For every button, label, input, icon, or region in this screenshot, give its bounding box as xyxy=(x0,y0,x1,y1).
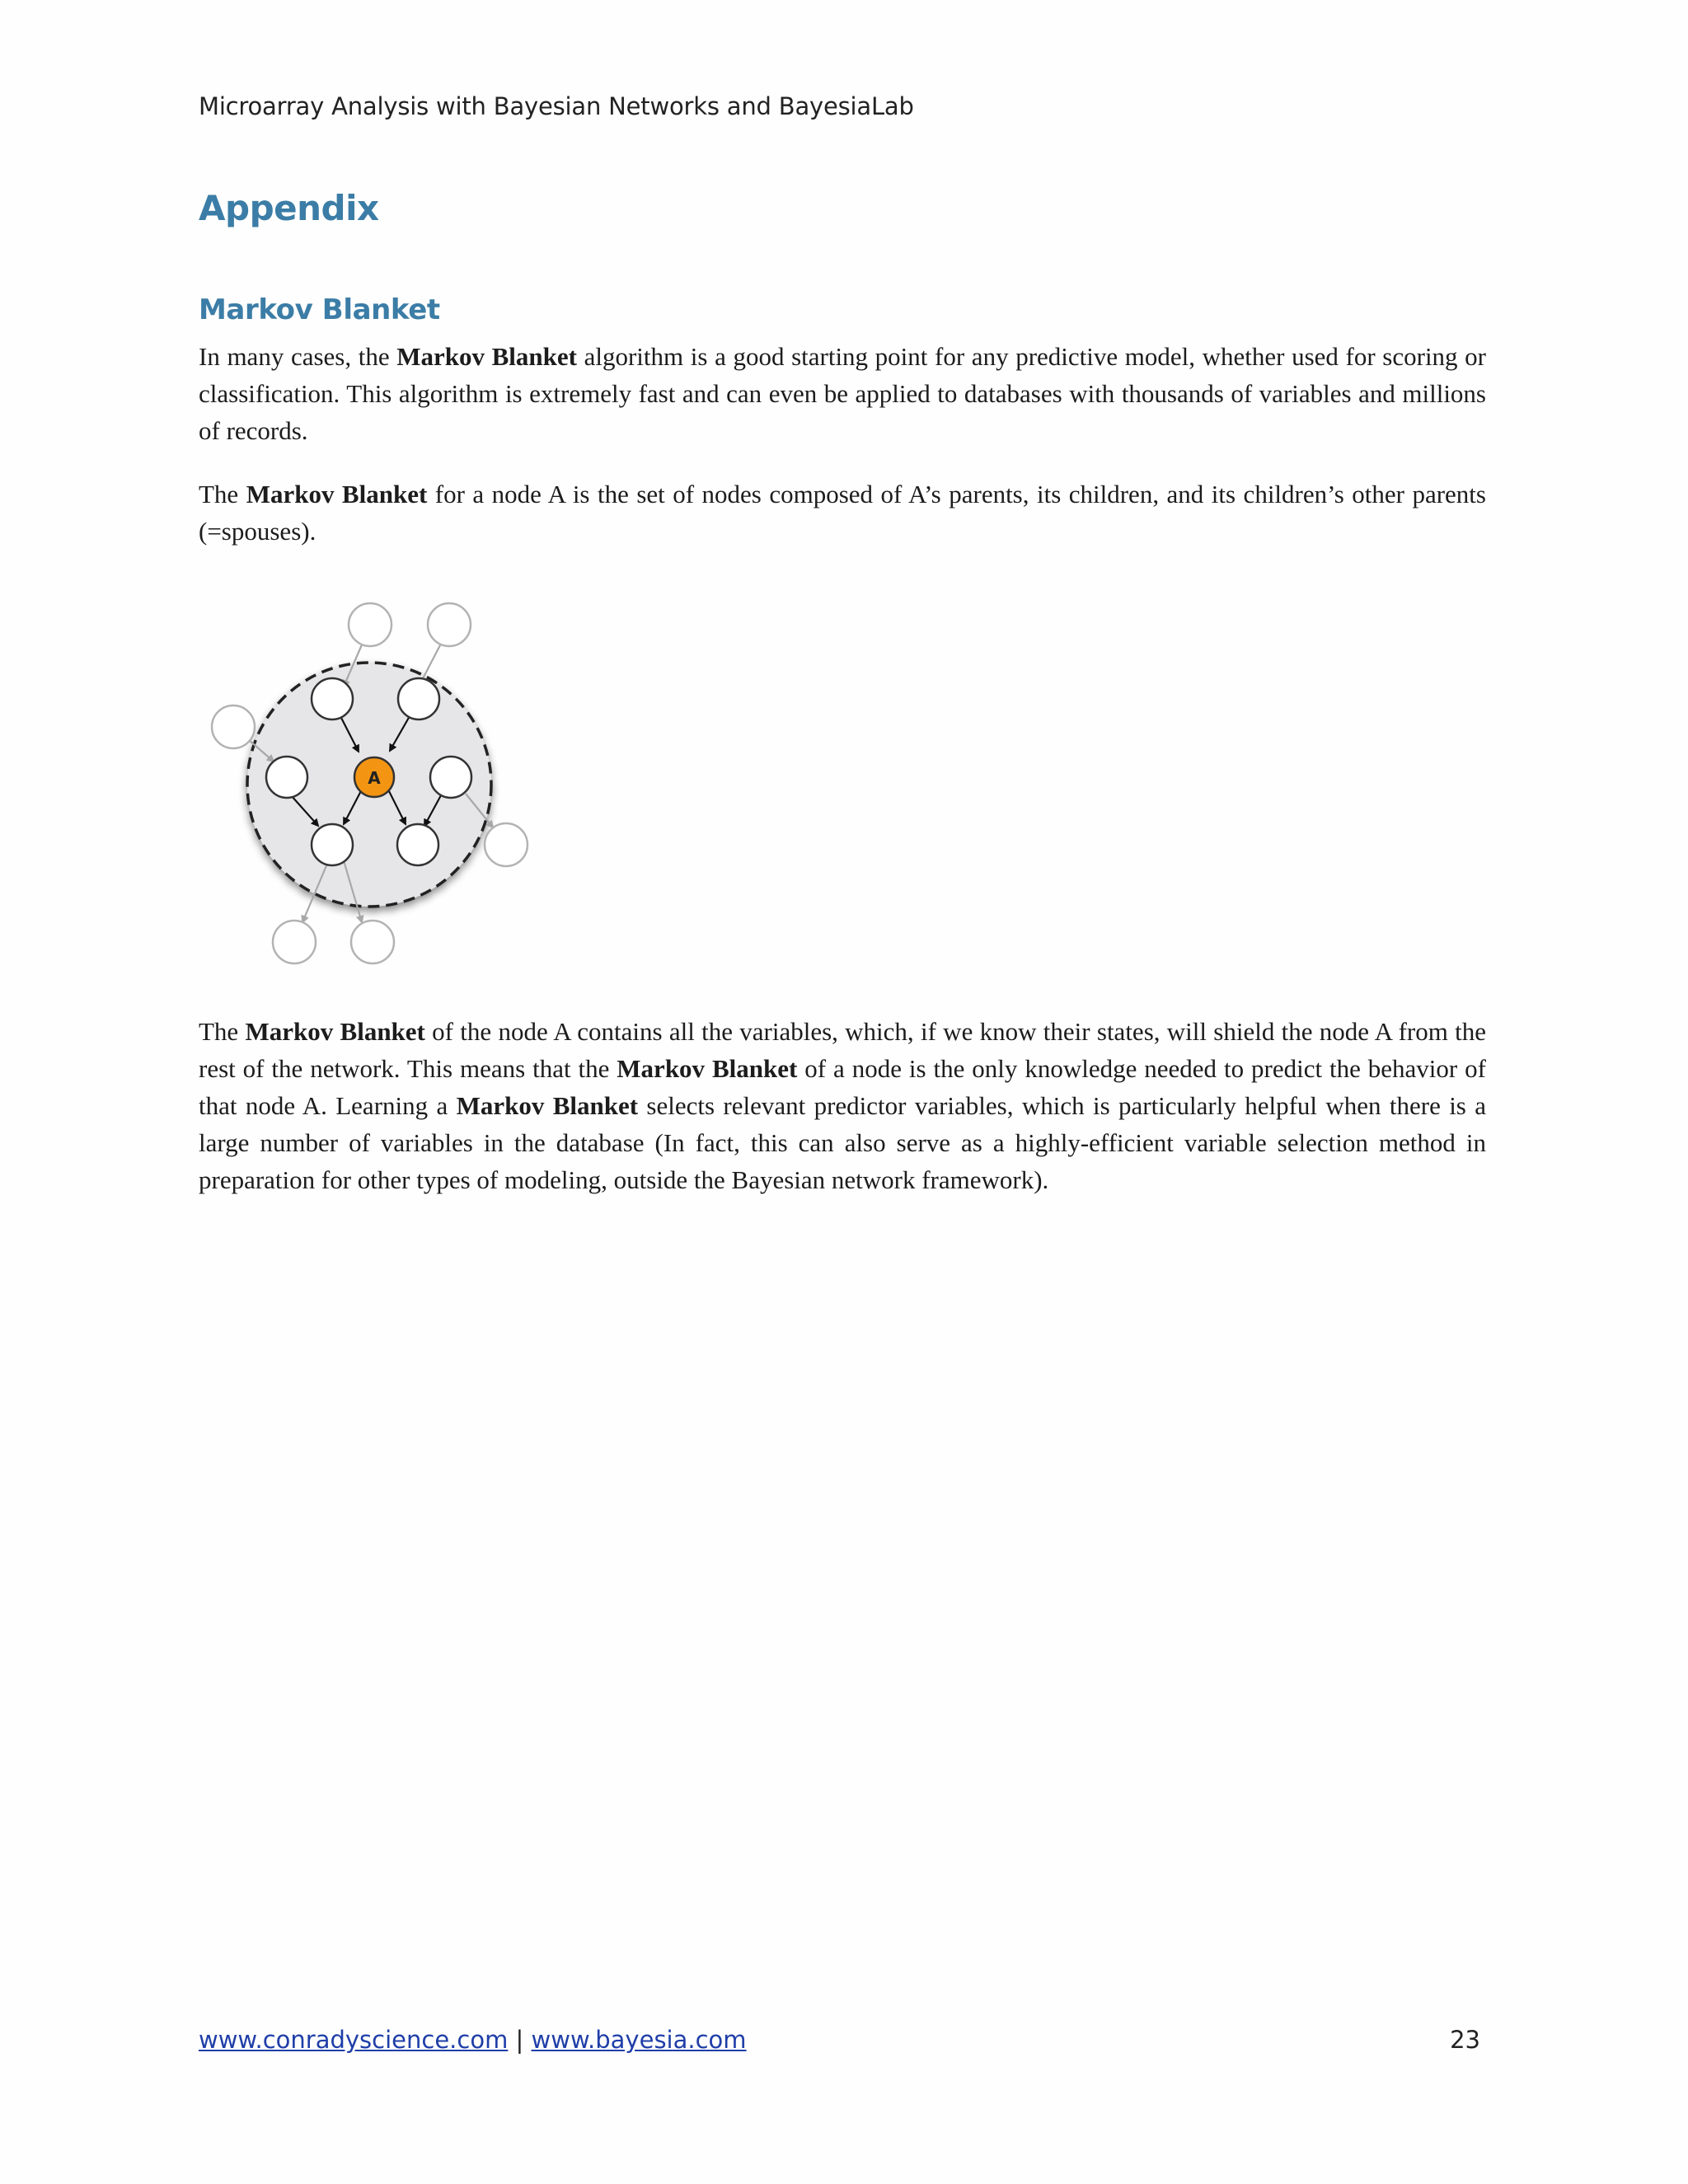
subsection-title: Markov Blanket xyxy=(199,293,440,326)
paragraph-explanation: The Markov Blanket of the node A contains all the variables, which, if we know their states, will shield the node A from the rest of the network. This means that the Markov Blanket of a node is the only knowledge needed to predict the behavior of that node A. Learning a Markov Blanket selects relevant predictor variables, which is particularly helpful when there is a large number of variables in the database (In fact, this can also serve as a highly-efficient variable selection method in preparation for other types of modeling, outside the Bayesian network framework). xyxy=(199,1017,1486,1194)
footer-links: www.conradyscience.com | www.bayesia.com xyxy=(199,2026,747,2054)
outer-node xyxy=(273,921,316,963)
spouse-node xyxy=(430,757,471,798)
term-markov-blanket: Markov Blanket xyxy=(396,342,577,371)
child-node xyxy=(312,824,353,865)
bayesia-link[interactable]: www.bayesia.com xyxy=(531,2026,747,2054)
child-node xyxy=(397,824,438,865)
outer-node xyxy=(351,921,394,963)
parent-node xyxy=(312,678,353,719)
section-title: Appendix xyxy=(199,188,379,228)
page-number: 23 xyxy=(1450,2026,1480,2054)
paragraph-definition: The Markov Blanket for a node A is the set of nodes composed of A’s parents, its children, and its children’s other parents (=spouses). xyxy=(199,480,1486,546)
markov-blanket-diagram xyxy=(198,589,544,977)
parent-node xyxy=(398,678,439,719)
outer-node xyxy=(349,603,392,646)
spouse-node xyxy=(266,757,307,798)
outer-node xyxy=(485,823,528,866)
term-markov-blanket: Markov Blanket xyxy=(456,1091,639,1120)
outer-node xyxy=(428,603,471,646)
term-markov-blanket: Markov Blanket xyxy=(617,1054,798,1083)
running-header: Microarray Analysis with Bayesian Networks and BayesiaLab xyxy=(199,92,914,120)
paragraph-intro: In many cases, the Markov Blanket algorithm is a good starting point for any predictive model, whether used for scoring or classification. This algorithm is extremely fast and can even be applied to databases with thousands of variables and millions of records. xyxy=(199,342,1487,445)
conradyscience-link[interactable]: www.conradyscience.com xyxy=(199,2026,509,2054)
target-node-label: A xyxy=(368,768,381,788)
outer-node xyxy=(212,705,255,748)
term-markov-blanket: Markov Blanket xyxy=(245,1017,425,1046)
term-markov-blanket: Markov Blanket xyxy=(246,480,428,509)
